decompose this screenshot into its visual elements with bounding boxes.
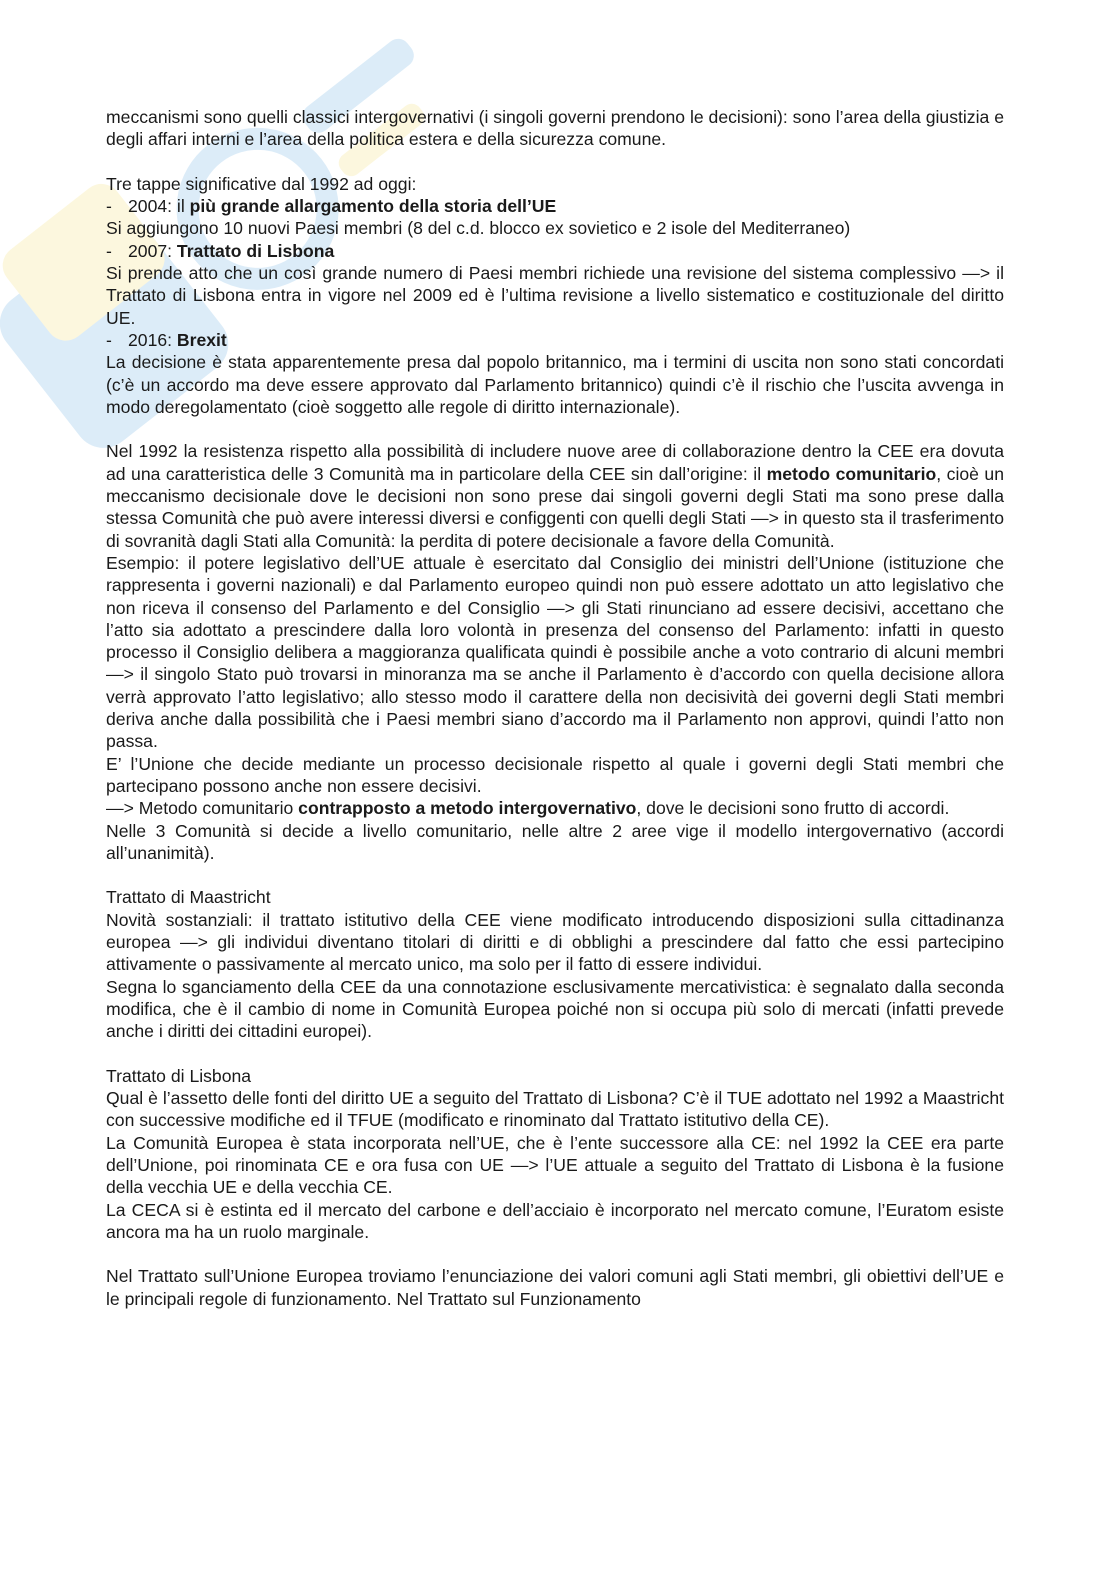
- list-item-text: 2016:: [128, 329, 177, 350]
- list-item-text: 2007:: [128, 240, 177, 261]
- paragraph: Si aggiungono 10 nuovi Paesi membri (8 del c.d. blocco ex sovietico e 2 isole del Mediterraneo): [106, 218, 851, 239]
- paragraph: Si prende atto che un così grande numero di Paesi membri richiede una revisione del sistema complessivo —> il Trattato di Lisbona entra in vigore nel 2009 ed è l’ultima revisione a livello sistematico e costituzionale del diritto UE.: [106, 263, 1004, 328]
- bold-term: metodo comunitario: [766, 463, 937, 484]
- paragraph: —> Metodo comunitario contrapposto a metodo intergovernativo, dove le decisioni sono frutto di accordi.: [106, 798, 950, 819]
- paragraph: Nel 1992 la resistenza rispetto alla possibilità di includere nuove aree di collaborazione dentro la CEE era dovuta ad una caratteristica delle 3 Comunità ma in particolare della CEE sin dall’origine: il metodo comunitario, cioè un meccanismo decisionale dove le decisioni non sono prese dai singoli governi degli Stati ma sono prese dalla stessa Comunità che può avere interessi diversi e configgenti con quelli degli Stati —> in questo sta il trasferimento di sovranità dagli Stati alla Comunità: la perdita di potere decisionale a favore della Comunità.: [106, 441, 1004, 551]
- list-dash: -: [106, 329, 112, 350]
- list-item: [106, 329, 1004, 351]
- paragraph: La CECA si è estinta ed il mercato del carbone e dell’acciaio è incorporato nel mercato comune, l’Euratom esiste ancora ma ha un ruolo marginale.: [106, 1199, 1004, 1242]
- list-item-bold: più grande allargamento della storia dell’UE: [189, 196, 557, 217]
- bold-term: contrapposto a metodo intergovernativo: [298, 798, 637, 819]
- document-body: [106, 106, 1004, 1310]
- paragraph: Nelle 3 Comunità si decide a livello comunitario, nelle altre 2 aree vige il modello intergovernativo (accordi all’unanimità).: [106, 820, 1004, 863]
- list-item: [106, 240, 1004, 262]
- list-dash: -: [106, 196, 112, 217]
- paragraph: La Comunità Europea è stata incorporata nell’UE, che è l’ente successore alla CE: nel 1992 la CEE era parte dell’Unione, poi rinominata CE e ora fusa con UE —> l’UE attuale a seguito del Trattato di Lisbona è la fusione della vecchia UE e della vecchia CE.: [106, 1132, 1004, 1198]
- list-item-text: 2004: il: [128, 196, 190, 217]
- list-item-bold: Brexit: [176, 329, 227, 350]
- paragraph: Esempio: il potere legislativo dell’UE attuale è esercitato dal Consiglio dei ministri dell’Unione (istituzione che rappresenta i governi nazionali) e dal Parlamento europeo quindi non può essere adottato un atto legislativo che non riceva il consenso del Parlamento e del Consiglio —> gli Stati rinunciano ad essere decisivi, accettano che l’atto sia adottato a prescindere dalla loro volontà in presenza del consenso del Parlamento: infatti in questo processo il Consiglio delibera a maggioranza qualificata quindi è possibile anche a voto contrario di alcuni membri —> il singolo Stato può trovarsi in minoranza ma se anche il Parlamento è d’accordo con quella decisione allora verrà approvato l’atto legislativo; allo stesso modo il carattere della non decisività dei governi degli Stati membri deriva anche dalla possibilità che i Paesi membri siano d’accordo ma il Parlamento non approvi, quindi l’atto non passa.: [106, 552, 1004, 752]
- paragraph: Tre tappe significative dal 1992 ad oggi:: [106, 173, 417, 194]
- paragraph: Qual è l’assetto delle fonti del diritto UE a seguito del Trattato di Lisbona? C’è il TUE adottato nel 1992 a Maastricht con successive modifiche ed il TFUE (modificato e rinominato dal Trattato istitutivo della CE).: [106, 1088, 1004, 1131]
- paragraph: Novità sostanziali: il trattato istitutivo della CEE viene modificato introducendo disposizioni sulla cittadinanza europea —> gli individui diventano titolari di diritti e di obblighi a prescindere dal fatto che essi partecipino attivamente o passivamente al mercato unico, ma solo per il fatto di essere individui.: [106, 909, 1004, 975]
- paragraph: La decisione è stata apparentemente presa dal popolo britannico, ma i termini di uscita non sono stati concordati (c’è un accordo ma deve essere approvato dal Parlamento britannico) quindi c’è il rischio che l’uscita avvenga in modo deregolamentato (cioè soggetto alle regole di diritto internazionale).: [106, 352, 1004, 417]
- list-item: [106, 195, 1004, 217]
- paragraph: Segna lo sganciamento della CEE da una connotazione esclusivamente mercativistica: è segnalato dalla seconda modifica, che è il cambio di nome in Comunità Europea poiché non si occupa più solo di mercati (infatti prevede anche i diritti dei cittadini europei).: [106, 976, 1004, 1042]
- section-heading: Trattato di Lisbona: [106, 1065, 252, 1086]
- paragraph: meccanismi sono quelli classici intergovernativi (i singoli governi prendono le decisioni): sono l’area della giustizia e degli affari interni e l’area della politica estera e della sicurezza comune.: [106, 107, 1004, 150]
- section-heading: Trattato di Maastricht: [106, 887, 271, 908]
- list-item-bold: Trattato di Lisbona: [176, 240, 335, 261]
- paragraph: Nel Trattato sull’Unione Europea troviamo l’enunciazione dei valori comuni agli Stati membri, gli obiettivi dell’UE e le principali regole di funzionamento. Nel Trattato sul Funzionamento: [106, 1266, 1004, 1309]
- paragraph: E’ l’Unione che decide mediante un processo decisionale rispetto al quale i governi degli Stati membri che partecipano possono anche non essere decisivi.: [106, 753, 1004, 796]
- list-dash: -: [106, 240, 112, 261]
